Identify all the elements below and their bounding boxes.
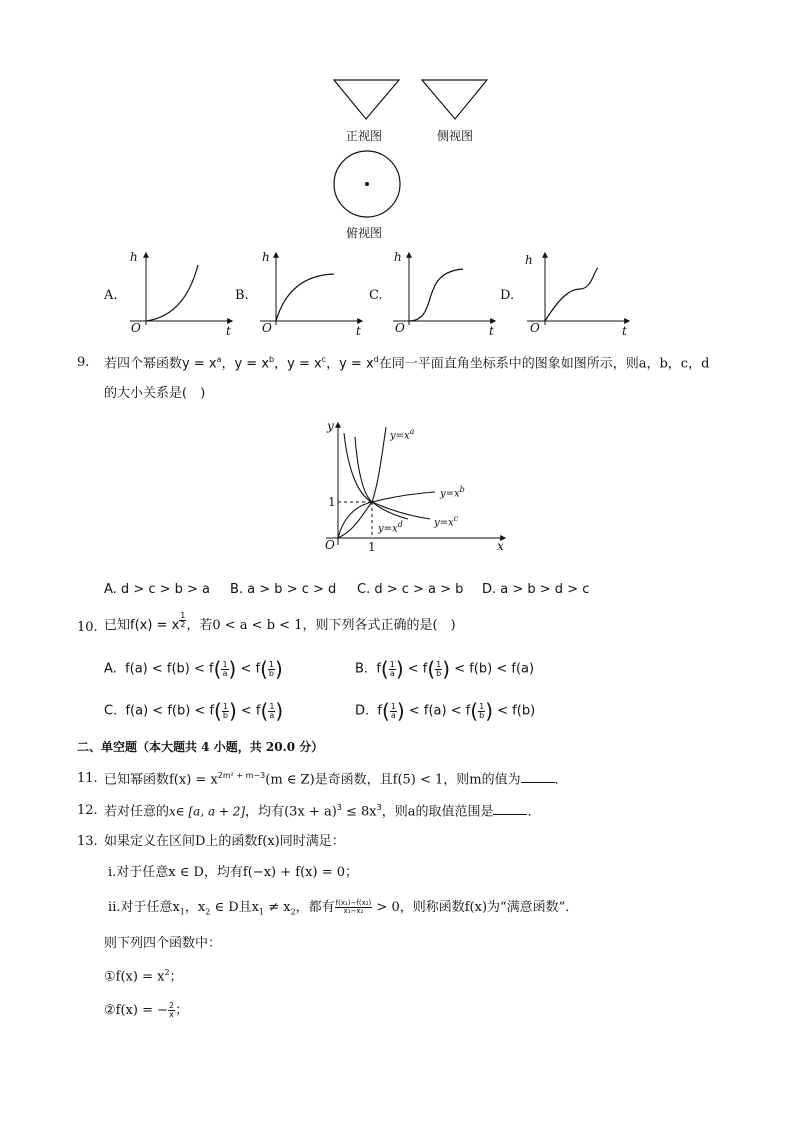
q10-option-a[interactable]: A. f(a) < f(b) < f( $\frac{1}{a}$ ) < f( $\frac{1}{b}$ ) bbox=[104, 657, 283, 681]
q10-option-d[interactable]: D. f( $\frac{1}{a}$ ) < f(a) < f( $\frac{1}{b}$ ) < f(b) bbox=[355, 699, 536, 723]
top-view-label: 俯视图 bbox=[346, 226, 383, 240]
q9-stem: 若四个幂函数$y = x^a$，$y = x^b$，$y = x^c$，$y = x^d$在同一平面直角坐标系中的图象如图所示，则a，b，c，d bbox=[104, 355, 710, 372]
q9-label-b: $y=x^b$ bbox=[440, 485, 465, 500]
graph-option-b bbox=[260, 250, 362, 325]
three-view-figure bbox=[0, 0, 794, 250]
graph-option-c bbox=[393, 250, 495, 325]
q13-lead: 则下列四个函数中： bbox=[104, 936, 222, 951]
q12-number: 12. bbox=[77, 803, 98, 818]
graph-d-origin: O bbox=[530, 321, 540, 335]
q9-option-d[interactable]: D. a > b > d > c bbox=[482, 582, 590, 597]
q13-condition-2: ⅱ.对于任意$x_1$，$x_2$ ∈ D且$x_1 \ne x_2$，都有 $\frac{\text{f(x₁)−f(x₂)}}{\text{x₁−x₂}}$ > 0，则称函数f(x)为“满意函数”． bbox=[108, 899, 579, 917]
side-view-triangle bbox=[422, 80, 487, 119]
curve-c bbox=[409, 269, 463, 321]
q9-tick-y-1: 1 bbox=[328, 495, 336, 509]
q13-item-2: ②f(x) = − $\frac{2}{x}$ ； bbox=[104, 1001, 189, 1019]
q9-label-d: $y=x^d$ bbox=[378, 520, 403, 535]
curve-a bbox=[146, 265, 198, 321]
section-2-heading: 二、单空题（本大题共 4 小题，共 20.0 分） bbox=[77, 740, 324, 754]
front-view-label: 正视图 bbox=[346, 129, 383, 143]
q9-label-a: $y=x^a$ bbox=[390, 427, 415, 442]
graph-c-origin: O bbox=[395, 321, 405, 335]
graph-a-h: h bbox=[130, 250, 138, 264]
graph-c-t: t bbox=[489, 324, 494, 338]
q9-tick-x-1: 1 bbox=[368, 540, 376, 554]
q13-item-1: ①f(x) = $x^2$； bbox=[104, 968, 183, 985]
q9-option-a[interactable]: A. d > c > b > a bbox=[104, 582, 211, 597]
graph-d-t: t bbox=[622, 324, 627, 338]
q10-option-b[interactable]: B. f( $\frac{1}{a}$ ) < f( $\frac{1}{b}$ ) < f(b) < f(a) bbox=[355, 657, 535, 681]
q9-x-label: x bbox=[497, 539, 504, 553]
q9-curve-d bbox=[355, 437, 408, 519]
q12-stem: 若对任意的x∈ [a, a + 2]，均有$(3x + a)^3 \le 8x^3$，则a的取值范围是 ． bbox=[104, 803, 541, 820]
q13-stem: 如果定义在区间D上的函数f(x)同时满足： bbox=[104, 834, 345, 849]
q13-difference-quotient: $\frac{\text{f(x₁)−f(x₂)}}{\text{x₁−x₂}}$ bbox=[335, 899, 372, 915]
curve-b bbox=[276, 274, 334, 321]
q11-stem: 已知幂函数$f(x) = x^{2m^2 + m-3}(m$ ∈ Z)是奇函数，且f(5) < 1，则m的值为 ． bbox=[104, 771, 568, 788]
q11-number: 11. bbox=[77, 771, 98, 786]
graph-a-origin: O bbox=[131, 321, 141, 335]
curve-d bbox=[545, 268, 598, 321]
graph-a-t: t bbox=[226, 324, 231, 338]
graph-b-t: t bbox=[356, 324, 361, 338]
front-view-triangle bbox=[334, 80, 399, 119]
top-view-center-dot bbox=[365, 182, 369, 186]
graph-d-h: h bbox=[525, 253, 533, 267]
q9-option-b[interactable]: B. a > b > c > d bbox=[230, 582, 337, 597]
graph-b-letter: B. bbox=[235, 288, 249, 303]
q12-answer-blank[interactable] bbox=[493, 814, 527, 815]
side-view-label: 侧视图 bbox=[437, 129, 474, 143]
graph-b-origin: O bbox=[262, 321, 272, 335]
graph-option-a bbox=[130, 250, 232, 325]
q13-condition-1: ⅰ.对于任意x ∈ D，均有f(−x) + f(x) = 0； bbox=[108, 865, 358, 880]
q10-exponent: $\frac{1}{2}$ bbox=[180, 611, 186, 629]
q9-curve-c bbox=[344, 433, 430, 519]
q9-label-c: $y=x^c$ bbox=[434, 514, 459, 529]
q10-option-c[interactable]: C. f(a) < f(b) < f( $\frac{1}{b}$ ) < f( $\frac{1}{a}$ ) bbox=[104, 699, 284, 723]
q10-stem: 已知f(x) = x $\frac{1}{2}$ ，若0 < a < b < 1，则下列各式正确的是( ) bbox=[104, 611, 456, 633]
q9-y-label: y bbox=[327, 419, 334, 433]
q9-number: 9. bbox=[77, 355, 90, 370]
graph-c-h: h bbox=[394, 250, 402, 264]
q13-number: 13. bbox=[77, 834, 98, 849]
q9-stem-line2: 的大小关系是( ) bbox=[104, 386, 206, 401]
graph-b-h: h bbox=[262, 250, 270, 264]
graph-c-letter: C. bbox=[369, 288, 383, 303]
q11-answer-blank[interactable] bbox=[521, 782, 555, 783]
q9-option-c[interactable]: C. d > c > a > b bbox=[357, 582, 464, 597]
q9-origin: O bbox=[325, 538, 335, 552]
q10-number: 10. bbox=[77, 620, 98, 635]
graph-option-d bbox=[527, 253, 629, 325]
graph-d-letter: D. bbox=[500, 288, 515, 303]
graph-a-letter: A. bbox=[104, 288, 118, 303]
